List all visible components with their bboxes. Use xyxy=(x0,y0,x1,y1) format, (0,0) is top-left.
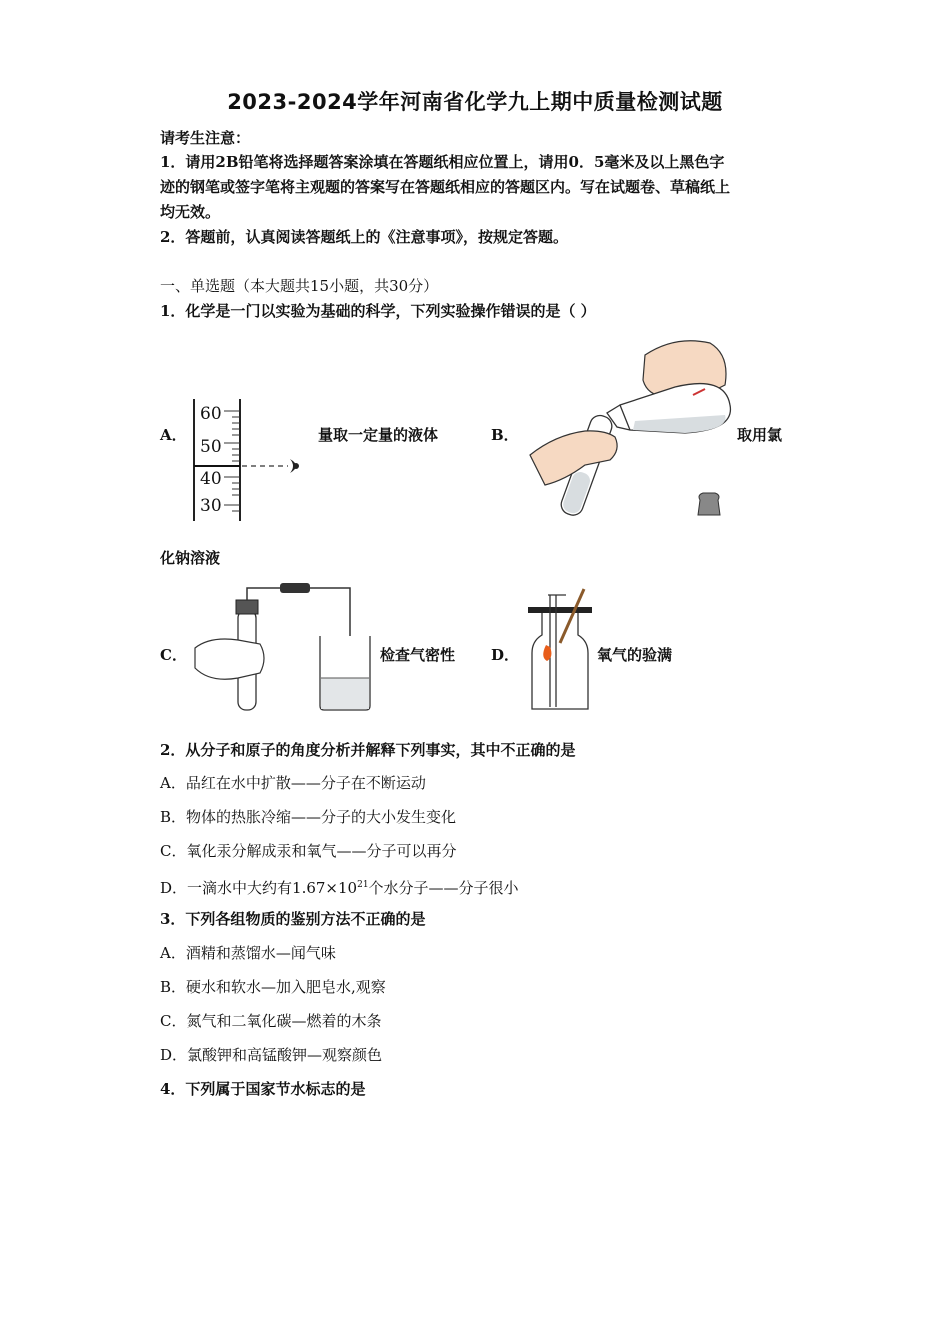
page-title: 2023-2024学年河南省化学九上期中质量检测试题 xyxy=(227,90,723,114)
pouring-liquid-figure xyxy=(525,335,745,525)
scale-label: 50 xyxy=(200,437,222,457)
option-a-letter: A． xyxy=(160,426,187,444)
option-item: C．氧化汞分解成汞和氧气——分子可以再分 xyxy=(160,842,457,860)
option-item: B．物体的热胀冷缩——分子的大小发生变化 xyxy=(160,808,457,826)
notice-item: 迹的钢笔或签字笔将主观题的答案写在答题纸相应的答题区内。写在试题卷、草稿纸上 xyxy=(160,178,731,196)
scale-label: 30 xyxy=(200,496,222,516)
notice-item: 均无效。 xyxy=(160,203,221,221)
option-item: A．品红在水中扩散——分子在不断运动 xyxy=(160,774,426,792)
option-item: C．氮气和二氧化碳—燃着的木条 xyxy=(160,1012,382,1030)
section-heading: 一、单选题（本大题共15小题，共30分） xyxy=(160,277,439,295)
scale-label: 60 xyxy=(200,404,222,424)
question-stem: 4．下列属于国家节水标志的是 xyxy=(160,1080,366,1098)
option-item: B．硬水和软水—加入肥皂水,观察 xyxy=(160,978,386,996)
question-stem: 1．化学是一门以实验为基础的科学，下列实验操作错误的是（ ） xyxy=(160,302,596,320)
option-c-caption: 检查气密性 xyxy=(380,646,456,664)
option-item xyxy=(160,875,519,898)
notice-item: 1．请用2B铅笔将选择题答案涂填在答题纸相应位置上，请用0．5毫米及以上黑色字 xyxy=(160,153,725,171)
question-stem: 3．下列各组物质的鉴别方法不正确的是 xyxy=(160,910,426,928)
oxygen-full-test-figure xyxy=(520,585,600,715)
notice-item: 2．答题前，认真阅读答题纸上的《注意事项》，按规定答题。 xyxy=(160,228,568,246)
option-a-caption: 量取一定量的液体 xyxy=(318,426,439,444)
option-b-letter: B． xyxy=(491,426,519,444)
option-item: A．酒精和蒸馏水—闻气味 xyxy=(160,944,336,962)
option-d-text: 个水分子——分子很小 xyxy=(368,879,519,897)
option-c-letter: C． xyxy=(160,646,187,664)
notice-heading: 请考生注意： xyxy=(160,129,251,147)
option-d-text: D．一滴水中大约有1.67×10 xyxy=(160,879,358,897)
option-d-caption: 氧气的验满 xyxy=(597,646,673,664)
option-b-caption-continued: 化钠溶液 xyxy=(160,549,221,567)
scale-label: 40 xyxy=(200,469,222,489)
option-d-letter: D． xyxy=(491,646,520,664)
question-stem: 2．从分子和原子的角度分析并解释下列事实，其中不正确的是 xyxy=(160,741,576,759)
option-item: D．氯酸钾和高锰酸钾—观察颜色 xyxy=(160,1046,383,1064)
exponent: 21 xyxy=(357,880,369,890)
airtightness-figure xyxy=(190,578,390,713)
option-b-caption: 取用氯 xyxy=(737,426,783,444)
